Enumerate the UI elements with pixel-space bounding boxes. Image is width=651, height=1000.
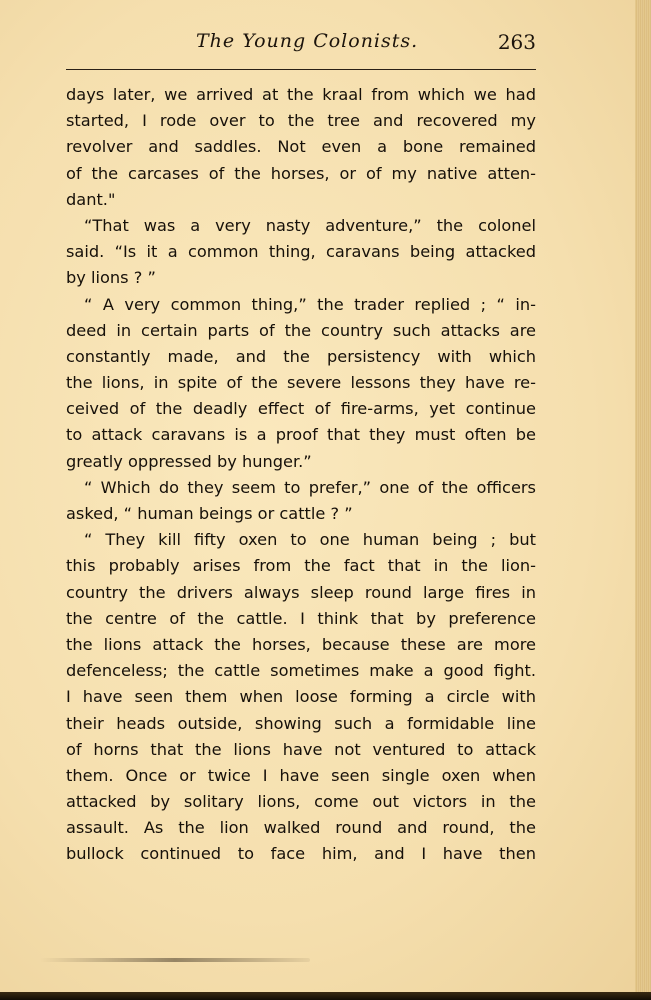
text-line: the centre of the cattle. I think that by preference <box>66 608 536 628</box>
page-bottom-edge <box>0 992 651 1000</box>
text-line: revolver and saddles. Not even a bone remained <box>66 137 536 157</box>
page-number: 263 <box>497 30 536 54</box>
body-text <box>66 82 536 868</box>
text-line: “ A very common thing,” the trader replied ; “ in- <box>84 294 536 314</box>
text-line: “ Which do they seem to prefer,” one of the officers <box>84 477 536 497</box>
text-line: of the carcases of the horses, or of my native atten- <box>66 163 536 183</box>
text-line: them. Once or twice I have seen single oxen when <box>66 765 536 785</box>
text-line: assault. As the lion walked round and round, the <box>66 818 536 838</box>
text-line: constantly made, and the persistency with which <box>66 346 536 366</box>
text-line: this probably arises from the fact that in the lion- <box>66 556 536 576</box>
text-line: the lions, in spite of the severe lessons they have re- <box>66 373 536 393</box>
text-line: attacked by solitary lions, come out victors in the <box>66 792 536 812</box>
text-line: deed in certain parts of the country such attacks are <box>66 320 536 340</box>
text-line: dant." <box>66 189 116 209</box>
text-line: country the drivers always sleep round large fires in <box>66 582 536 602</box>
running-head: The Young Colonists. <box>196 30 419 52</box>
header-rule <box>66 69 536 70</box>
text-line: “ They kill fifty oxen to one human being ; but <box>84 530 536 550</box>
page-stain <box>40 958 310 962</box>
text-line: said. “Is it a common thing, caravans being attacked <box>66 242 536 262</box>
text-line: to attack caravans is a proof that they must often be <box>66 425 536 445</box>
text-line: asked, “ human beings or cattle ? ” <box>66 504 353 523</box>
text-line: bullock continued to face him, and I have then <box>66 844 536 864</box>
text-line: days later, we arrived at the kraal from which we had <box>66 85 536 104</box>
text-line: the lions attack the horses, because these are more <box>66 634 536 654</box>
text-line: by lions ? ” <box>66 268 156 288</box>
text-line: I have seen them when loose forming a circle with <box>66 687 536 707</box>
text-line: “That was a very nasty adventure,” the colonel <box>84 215 536 235</box>
text-line: ceived of the deadly effect of fire-arms, yet continue <box>66 399 536 419</box>
page-header <box>66 28 536 60</box>
text-line: of horns that the lions have not ventured to attack <box>66 739 536 759</box>
text-line: their heads outside, showing such a formidable line <box>66 713 536 733</box>
text-line: defenceless; the cattle sometimes make a good fight. <box>66 661 536 681</box>
text-line: greatly oppressed by hunger.” <box>66 451 312 471</box>
page-edge <box>635 0 651 1000</box>
text-line: started, I rode over to the tree and recovered my <box>66 111 536 131</box>
